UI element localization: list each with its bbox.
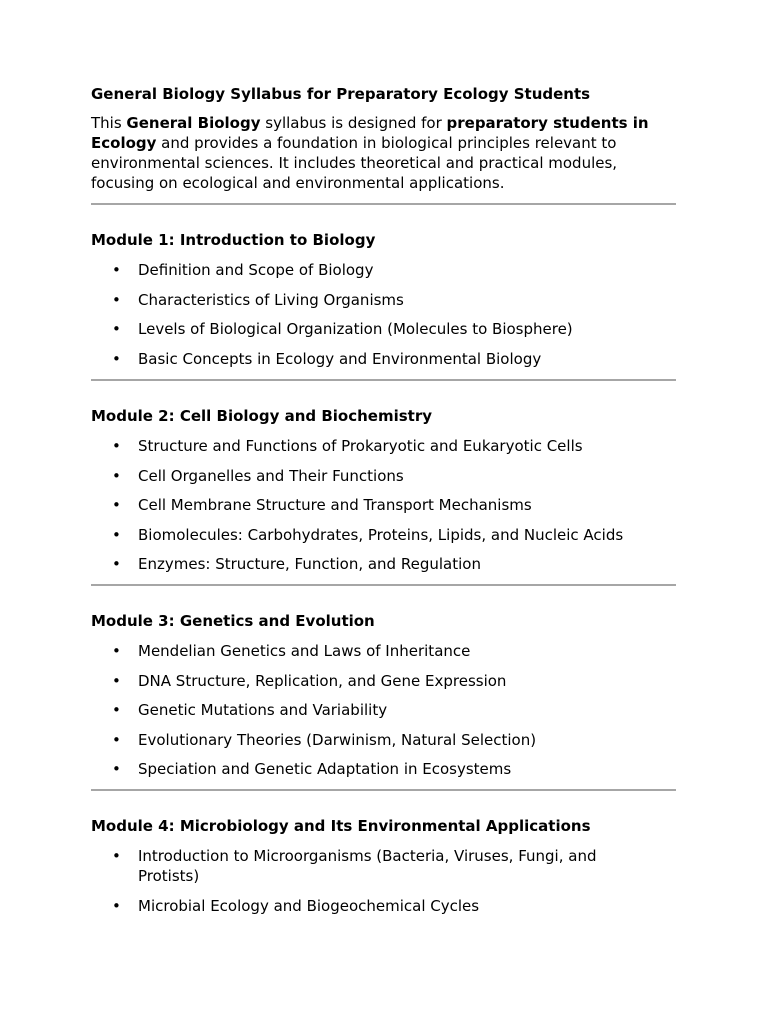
bullet-icon: • bbox=[112, 525, 121, 544]
list-item-text: Mendelian Genetics and Laws of Inheritance bbox=[138, 642, 471, 660]
intro-bold-general-biology: General Biology bbox=[126, 114, 261, 132]
list-item-text: Levels of Biological Organization (Molecules to Biosphere) bbox=[138, 320, 573, 338]
document-title: General Biology Syllabus for Preparatory Ecology Students bbox=[91, 85, 591, 103]
bullet-icon: • bbox=[112, 261, 121, 279]
bullet-icon: • bbox=[112, 320, 121, 338]
module-4-title: Module 4: Microbiology and Its Environmental Applications bbox=[91, 817, 591, 835]
list-item bbox=[91, 846, 651, 886]
module-3-list bbox=[91, 641, 651, 789]
bullet-icon: • bbox=[112, 730, 121, 749]
bullet-icon: • bbox=[112, 896, 121, 915]
list-item bbox=[91, 896, 651, 916]
list-item bbox=[91, 525, 651, 545]
divider bbox=[91, 203, 676, 205]
list-item bbox=[91, 319, 651, 339]
bullet-icon: • bbox=[112, 349, 121, 368]
intro-text-3: and provides a foundation in biological principles relevant to environmental sciences. It includes theoretical and practical modules, focusing on ecological and environmental applications. bbox=[91, 134, 618, 192]
bullet-icon: • bbox=[112, 642, 121, 660]
bullet-icon: • bbox=[112, 437, 121, 455]
bullet-icon: • bbox=[112, 847, 121, 865]
divider bbox=[91, 584, 676, 586]
list-item bbox=[91, 349, 651, 369]
divider bbox=[91, 789, 676, 791]
intro-paragraph bbox=[91, 113, 681, 193]
list-item bbox=[91, 671, 651, 691]
bullet-icon: • bbox=[112, 496, 121, 514]
module-2-title: Module 2: Cell Biology and Biochemistry bbox=[91, 407, 433, 425]
bullet-icon: • bbox=[112, 555, 121, 573]
module-3-title: Module 3: Genetics and Evolution bbox=[91, 612, 375, 630]
list-item bbox=[91, 495, 651, 515]
bullet-icon: • bbox=[112, 290, 121, 309]
divider bbox=[91, 379, 676, 381]
list-item bbox=[91, 436, 651, 456]
bullet-icon: • bbox=[112, 701, 121, 719]
list-item-text: Evolutionary Theories (Darwinism, Natural Selection) bbox=[138, 730, 537, 749]
module-2-list bbox=[91, 436, 651, 584]
list-item bbox=[91, 759, 651, 779]
list-item bbox=[91, 290, 651, 310]
module-1-list bbox=[91, 260, 651, 378]
intro-bold-preparatory-students: preparatory students in Ecology bbox=[91, 114, 649, 152]
list-item-text: DNA Structure, Replication, and Gene Expression bbox=[138, 671, 507, 690]
list-item-text: Microbial Ecology and Biogeochemical Cycles bbox=[138, 896, 480, 915]
list-item-text: Structure and Functions of Prokaryotic and Eukaryotic Cells bbox=[138, 437, 583, 455]
module-4-list bbox=[91, 846, 651, 925]
list-item-text: Enzymes: Structure, Function, and Regulation bbox=[138, 555, 481, 573]
bullet-icon: • bbox=[112, 671, 121, 690]
list-item-text: Characteristics of Living Organisms bbox=[138, 290, 404, 309]
list-item-text: Cell Organelles and Their Functions bbox=[138, 466, 404, 485]
list-item bbox=[91, 700, 651, 720]
module-1-title: Module 1: Introduction to Biology bbox=[91, 231, 376, 249]
intro-text-1: This bbox=[91, 114, 127, 132]
bullet-icon: • bbox=[112, 466, 121, 485]
intro-text-2: syllabus is designed for bbox=[260, 114, 447, 132]
list-item bbox=[91, 641, 651, 661]
list-item-text: Speciation and Genetic Adaptation in Ecosystems bbox=[138, 760, 512, 778]
list-item-text: Definition and Scope of Biology bbox=[138, 261, 374, 279]
list-item-text: Biomolecules: Carbohydrates, Proteins, Lipids, and Nucleic Acids bbox=[138, 525, 624, 544]
list-item-text: Genetic Mutations and Variability bbox=[138, 701, 388, 719]
list-item-text: Basic Concepts in Ecology and Environmental Biology bbox=[138, 349, 542, 368]
list-item bbox=[91, 730, 651, 750]
list-item-text: Introduction to Microorganisms (Bacteria, Viruses, Fungi, and Protists) bbox=[138, 847, 597, 885]
list-item-text: Cell Membrane Structure and Transport Mechanisms bbox=[138, 496, 532, 514]
list-item bbox=[91, 554, 651, 574]
list-item bbox=[91, 260, 651, 280]
list-item bbox=[91, 466, 651, 486]
bullet-icon: • bbox=[112, 760, 121, 778]
